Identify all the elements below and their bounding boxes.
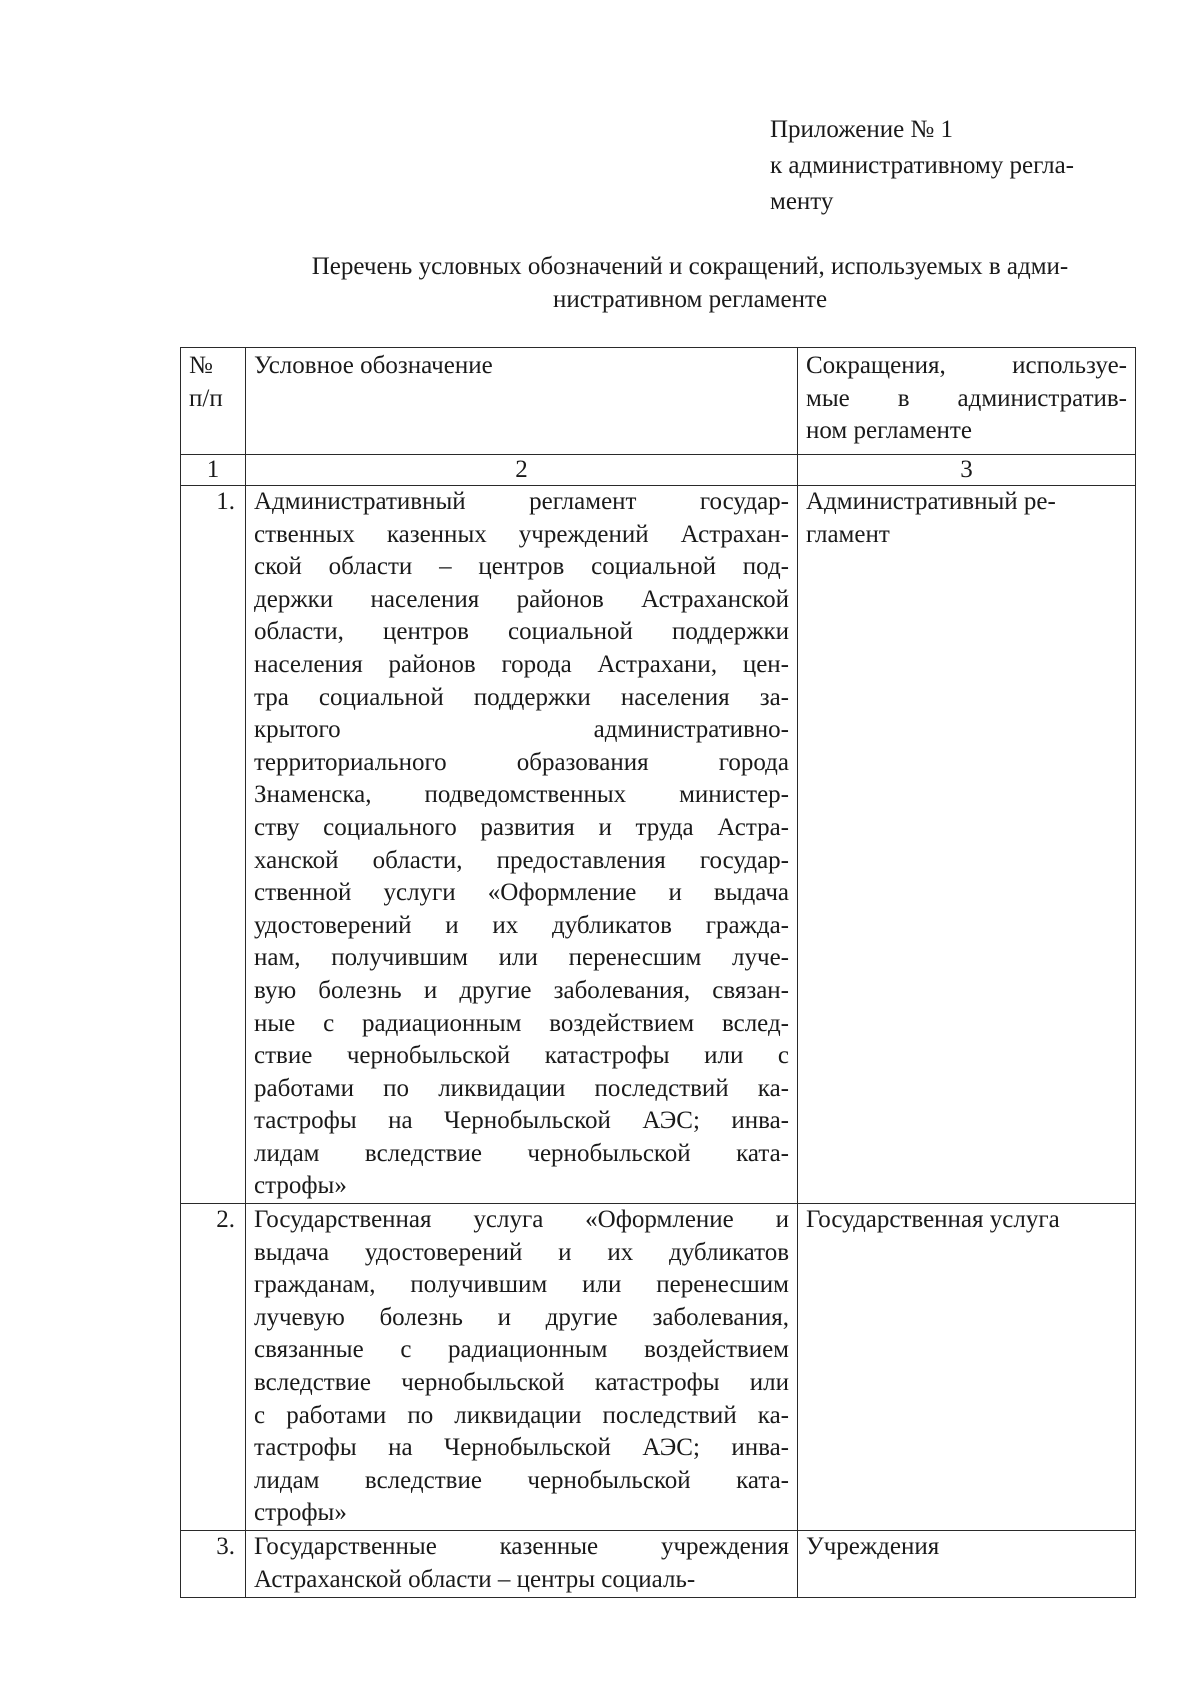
designation-line: населения районов города Астрахани, цен-: [254, 650, 789, 678]
document-title: [240, 250, 1140, 316]
header-abbreviation-label: ном регламенте: [806, 417, 972, 445]
designation-line: ствие чернобыльской катастрофы или с: [254, 1042, 789, 1070]
designation-line: ской области – центров социальной под-: [254, 553, 789, 581]
designation-line: ству социального развития и труда Астра-: [254, 813, 789, 841]
designation-line: вую болезнь и другие заболевания, связан-: [254, 976, 789, 1004]
designation-line: лидам вследствие чернобыльской ката-: [254, 1139, 789, 1167]
designation-line: вследствие чернобыльской катастрофы или: [254, 1369, 789, 1397]
title-line: Перечень условных обозначений и сокращений, используемых в адми-: [311, 253, 1069, 280]
designation-line: территориального образования города: [254, 748, 789, 776]
designation-line: нам, получившим или перенесшим луче-: [254, 944, 789, 972]
designation-line: выдача удостоверений и их дубликатов: [254, 1238, 789, 1266]
table-row: [181, 1204, 1136, 1531]
column-index-cell: 1: [181, 455, 246, 486]
designation-line: тастрофы на Чернобыльской АЭС; инва-: [254, 1107, 789, 1135]
designation-line: строфы»: [254, 1499, 347, 1527]
abbreviation-line: Учреждения: [806, 1533, 940, 1560]
designation-line: Государственная услуга «Оформление и: [254, 1206, 789, 1234]
table-row: [181, 1531, 1136, 1598]
appendix-line: Приложение № 1: [770, 116, 954, 143]
designation-line: с работами по ликвидации последствий ка-: [254, 1401, 789, 1429]
designation-line: работами по ликвидации последствий ка-: [254, 1074, 789, 1102]
designation-cell: [246, 486, 798, 1204]
designation-line: ные с радиационным воздействием вслед-: [254, 1009, 789, 1037]
appendix-line: к административному регла-: [770, 152, 1075, 179]
header-number-label: №: [189, 352, 213, 379]
row-number-cell: 3.: [181, 1531, 246, 1598]
row-number-cell: 2.: [181, 1204, 246, 1531]
designation-line: ханской области, предоставления государ-: [254, 846, 789, 874]
title-line: нистративном регламенте: [552, 286, 828, 313]
header-abbreviation-label: мые в административ-: [806, 384, 1127, 412]
header-number-label: п/п: [189, 384, 223, 412]
designation-cell: [246, 1531, 798, 1598]
designation-line: ственных казенных учреждений Астрахан-: [254, 520, 789, 548]
designation-line: лидам вследствие чернобыльской ката-: [254, 1466, 789, 1494]
abbreviation-line: гламент: [806, 520, 890, 548]
designation-line: Астраханской области – центры социаль-: [254, 1565, 696, 1593]
appendix-header: [770, 112, 1150, 220]
column-index-cell: 2: [246, 455, 798, 486]
column-index-cell: 3: [798, 455, 1136, 486]
header-abbreviation-cell: [798, 348, 1136, 455]
designation-line: Административный регламент государ-: [254, 488, 789, 515]
table-header-row: [181, 348, 1136, 455]
abbreviation-cell: [798, 1531, 1136, 1598]
designation-line: связанные с радиационным воздействием: [254, 1336, 789, 1364]
designation-line: области, центров социальной поддержки: [254, 618, 789, 646]
designation-line: строфы»: [254, 1172, 347, 1200]
designation-line: тра социальной поддержки населения за-: [254, 683, 789, 711]
designation-line: удостоверений и их дубликатов гражда-: [254, 911, 789, 939]
designation-cell: [246, 1204, 798, 1531]
designation-line: Государственные казенные учреждения: [254, 1533, 789, 1560]
designation-line: тастрофы на Чернобыльской АЭС; инва-: [254, 1434, 789, 1462]
abbreviation-line: Государственная услуга: [806, 1206, 1060, 1234]
designation-line: лучевую болезнь и другие заболевания,: [254, 1303, 789, 1331]
abbreviation-cell: [798, 486, 1136, 1204]
appendix-line: менту: [770, 188, 834, 215]
header-designation-cell: [246, 348, 798, 455]
column-index-row: [181, 455, 1136, 486]
designation-line: гражданам, получившим или перенесшим: [254, 1271, 789, 1299]
row-number-cell: 1.: [181, 486, 246, 1204]
abbreviation-cell: [798, 1204, 1136, 1531]
header-abbreviation-label: Сокращения, используе-: [806, 352, 1127, 379]
designation-line: ственной услуги «Оформление и выдача: [254, 879, 789, 907]
abbreviations-table: [180, 347, 1136, 1598]
designation-line: крытого административно-: [254, 716, 789, 744]
abbreviation-line: Административный ре-: [806, 488, 1056, 515]
header-number-cell: [181, 348, 246, 455]
designation-line: Знаменска, подведомственных министер-: [254, 781, 789, 809]
table-row: [181, 486, 1136, 1204]
header-designation-label: Условное обозначение: [254, 352, 493, 379]
designation-line: держки населения районов Астраханской: [254, 585, 789, 613]
